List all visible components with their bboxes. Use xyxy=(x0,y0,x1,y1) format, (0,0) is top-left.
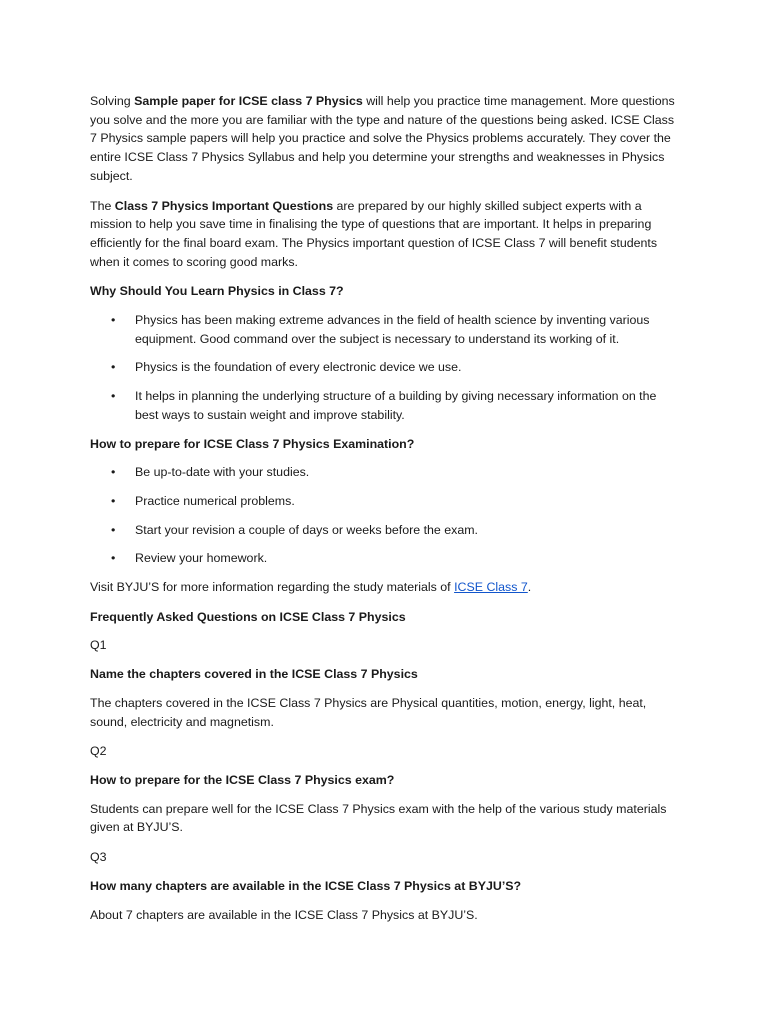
faq-answer: About 7 chapters are available in the ICSE Class 7 Physics at BYJU’S. xyxy=(90,907,478,922)
faq-heading: Frequently Asked Questions on ICSE Class 7 Physics xyxy=(90,609,406,624)
faq-question-number: Q1 xyxy=(90,638,107,653)
intro-bold-text: Class 7 Physics Important Questions xyxy=(114,198,334,213)
visit-text-suffix: . xyxy=(527,580,532,595)
bullet-icon: • xyxy=(111,551,116,566)
list-item xyxy=(90,463,680,482)
list-item xyxy=(90,358,680,377)
faq-question: Name the chapters covered in the ICSE Class 7 Physics xyxy=(90,667,418,682)
bullet-icon: • xyxy=(111,522,116,537)
why-section-heading: Why Should You Learn Physics in Class 7? xyxy=(90,284,344,299)
bullet-icon: • xyxy=(111,389,116,404)
why-section-list xyxy=(90,311,680,425)
faq-question-number: Q3 xyxy=(90,850,107,865)
prepare-section-list xyxy=(90,463,680,568)
list-item-text: Review your homework. xyxy=(135,551,268,566)
intro-text: The xyxy=(90,198,115,213)
list-item xyxy=(90,549,680,568)
list-item-text: Physics has been making extreme advances in the field of health science by inventing various equipment. Good command over the subject is necessary to understand its working of it. xyxy=(135,313,650,346)
intro-text: will help you practice time management. More questions you solve and the more you are familiar with the type and nature of the questions being asked. ICSE Class 7 Physics sample papers will help you practice and solve the Physics problems accurately. They cover the entire ICSE Class 7 Physics Syllabus and help you determine your strengths and weaknesses in Physics subject. xyxy=(90,94,675,183)
list-item-text: It helps in planning the underlying structure of a building by giving necessary information on the best ways to sustain weight and improve stability. xyxy=(135,389,657,422)
faq-question: How to prepare for the ICSE Class 7 Physics exam? xyxy=(90,772,395,787)
bullet-icon: • xyxy=(111,313,116,328)
visit-paragraph xyxy=(90,578,680,597)
list-item-text: Practice numerical problems. xyxy=(135,493,295,508)
bullet-icon: • xyxy=(111,465,116,480)
intro-text: are prepared by our highly skilled subject experts with a mission to help you save time in finalising the type of questions that are important. It helps in preparing efficiently for the final board exam. The Physics important question of ICSE Class 7 will benefit students when it comes to scoring good marks. xyxy=(90,198,658,269)
intro-text: Solving xyxy=(90,94,135,108)
list-item-text: Be up-to-date with your studies. xyxy=(135,465,310,480)
list-item-text: Physics is the foundation of every electronic device we use. xyxy=(135,360,462,375)
list-item-text: Start your revision a couple of days or weeks before the exam. xyxy=(135,522,478,537)
faq-answer: The chapters covered in the ICSE Class 7 Physics are Physical quantities, motion, energy, light, heat, sound, electricity and magnetism. xyxy=(90,695,647,729)
list-item xyxy=(90,492,680,511)
prepare-section-heading: How to prepare for ICSE Class 7 Physics Examination? xyxy=(90,436,415,451)
intro-paragraph-1 xyxy=(90,92,680,186)
faq-question-number: Q2 xyxy=(90,744,107,759)
list-item xyxy=(90,521,680,540)
visit-text: Visit BYJU’S for more information regarding the study materials of xyxy=(90,580,455,595)
intro-paragraph-2 xyxy=(90,197,680,272)
intro-bold-text: Sample paper for ICSE class 7 Physics xyxy=(134,94,363,108)
icse-class-7-link[interactable]: ICSE Class 7 xyxy=(454,580,528,595)
faq-answer: Students can prepare well for the ICSE Class 7 Physics exam with the help of the various study materials given at BYJU’S. xyxy=(90,801,667,835)
document-body xyxy=(90,92,680,935)
list-item xyxy=(90,311,680,348)
bullet-icon: • xyxy=(111,360,116,375)
bullet-icon: • xyxy=(111,493,116,508)
list-item xyxy=(90,387,680,424)
faq-question: How many chapters are available in the ICSE Class 7 Physics at BYJU’S? xyxy=(90,878,522,893)
